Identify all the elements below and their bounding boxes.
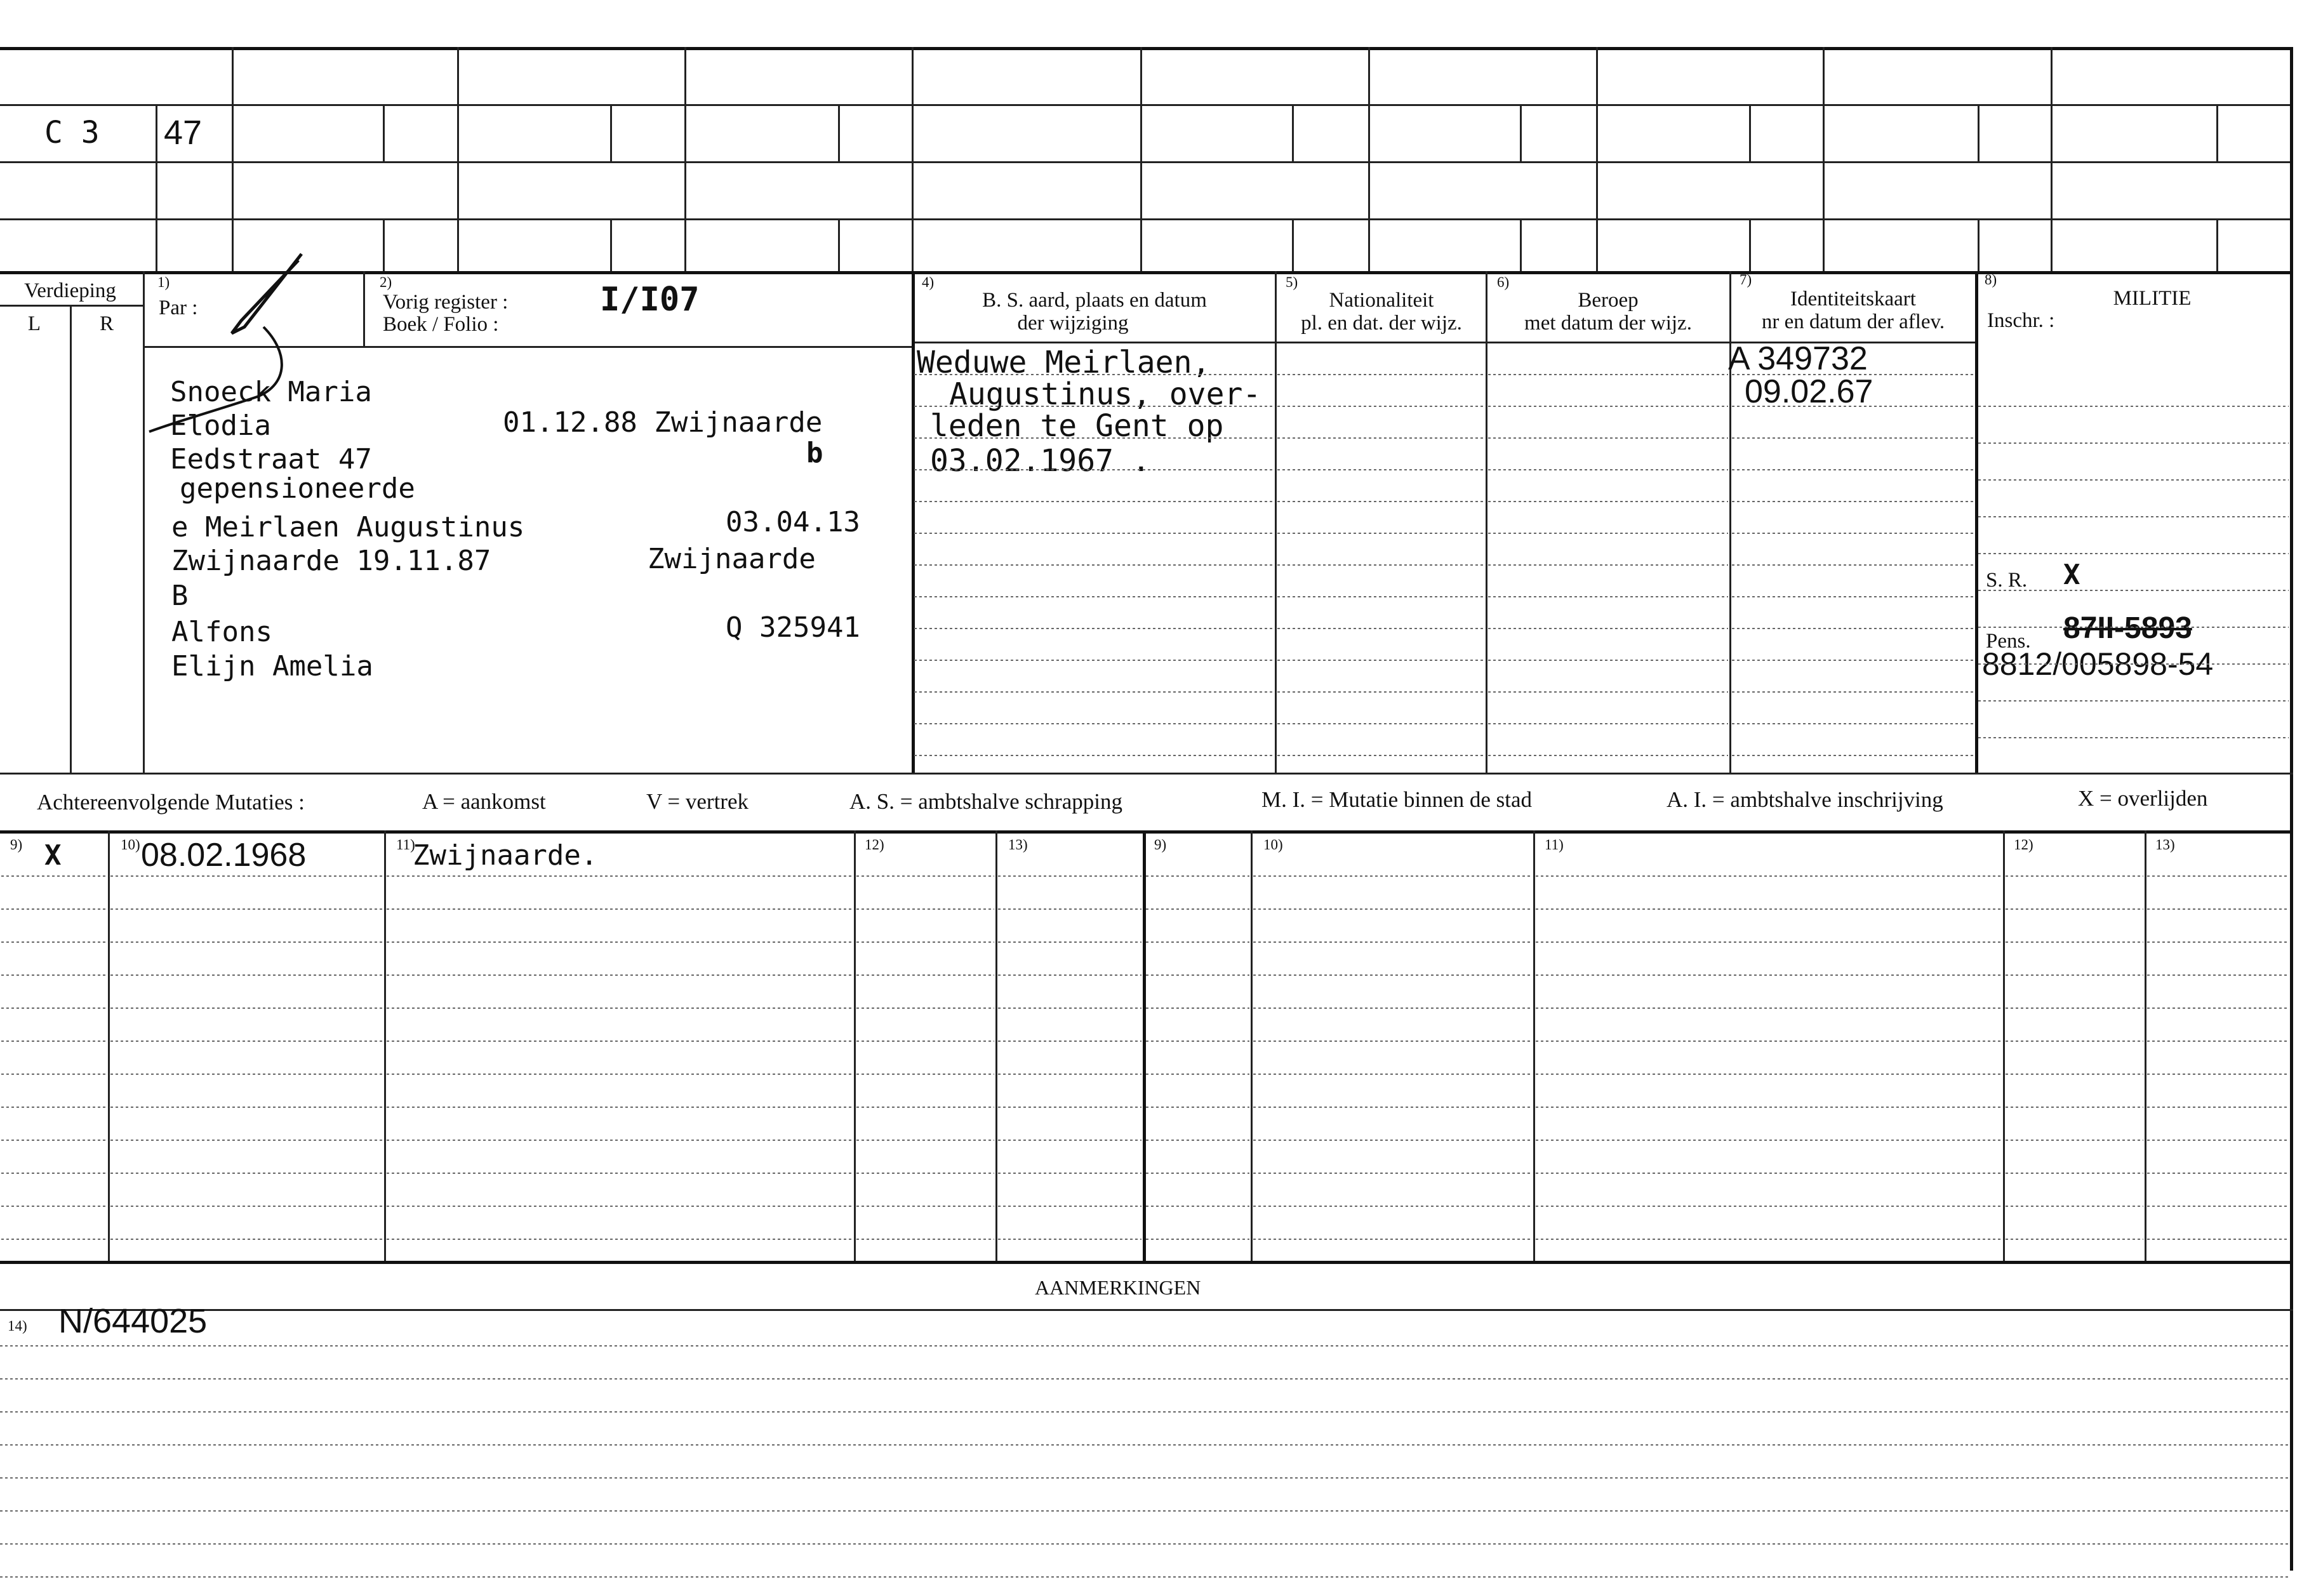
mut-col-12b: 12) [2014, 837, 2033, 853]
beroep-header-1: Beroep [1578, 289, 1639, 312]
spouse-birth: Zwijnaarde 19.11.87 [171, 545, 491, 577]
person-address: Eedstraat 47 [170, 443, 372, 475]
register-value: I/I07 [600, 281, 700, 319]
sr-value: X [2063, 559, 2080, 591]
mut-col-12: 12) [865, 837, 884, 853]
legend-as: A. S. = ambtshalve schrapping [849, 789, 1122, 814]
mutation-place: Zwijnaarde. [413, 839, 598, 872]
person-occupation: gepensioneerde [180, 472, 415, 505]
id-header-1: Identiteitskaart [1790, 288, 1916, 310]
par-label: Par : [159, 296, 198, 319]
col4-number: 4) [922, 274, 935, 290]
block-code: C 3 [44, 115, 100, 150]
legend-mi: M. I. = Mutatie binnen de stad [1261, 787, 1533, 812]
bs-header-1: B. S. aard, plaats en datum [982, 289, 1207, 312]
sr-label: S. R. [1986, 569, 2028, 592]
id-card-date: 09.02.67 [1745, 373, 1873, 410]
q-number: Q 325941 [726, 611, 860, 644]
nat-header-2: pl. en dat. der wijz. [1301, 312, 1462, 335]
mut-col-13b: 13) [2155, 837, 2175, 853]
civil-status-2: Augustinus, over- [949, 376, 1261, 412]
father-name: Alfons [171, 616, 272, 648]
right-header: R [99, 312, 114, 335]
col1-number: 1) [157, 274, 170, 290]
col5-number: 5) [1286, 274, 1298, 290]
remarks-value: N/644025 [58, 1302, 208, 1340]
civil-status-3: leden te Gent op [930, 408, 1224, 444]
spouse-name: e Meirlaen Augustinus [171, 511, 525, 543]
boek-folio-label: Boek / Folio : [383, 313, 499, 336]
id-header-2: nr en datum der aflev. [1761, 310, 1945, 333]
nat-header-1: Nationaliteit [1329, 289, 1434, 312]
legend-x: X = overlijden [2078, 786, 2208, 811]
legend-a: A = aankomst [422, 789, 546, 814]
mut-col-11: 11) [396, 837, 415, 853]
id-card-number: A 349732 [1728, 340, 1868, 377]
inschr-label: Inschr. : [1987, 309, 2055, 332]
mut-col-9: 9) [10, 837, 23, 853]
bs-header-2: der wijziging [1017, 312, 1129, 335]
mutations-title: Achtereenvolgende Mutaties : [37, 790, 305, 815]
mut-col-13: 13) [1008, 837, 1028, 853]
civil-status-4: 03.02.1967 . [930, 443, 1150, 479]
col6-number: 6) [1497, 274, 1510, 290]
pens-new: 8812/005898-54 [1982, 646, 2214, 682]
mother-name: Elijn Amelia [171, 650, 373, 682]
legend-v: V = vertrek [646, 789, 749, 814]
spouse-date: 03.04.13 [726, 506, 860, 538]
house-number: 47 [164, 114, 203, 152]
left-header: L [27, 312, 41, 335]
beroep-header-2: met datum der wijz. [1524, 312, 1692, 335]
mutation-date: 08.02.1968 [141, 837, 307, 874]
spouse-place: Zwijnaarde [648, 543, 816, 575]
remarks-title: AANMERKINGEN [1035, 1276, 1201, 1299]
mut-col-11b: 11) [1545, 837, 1564, 853]
person-birth: 01.12.88 Zwijnaarde [503, 406, 823, 439]
militie-header: MILITIE [2113, 287, 2192, 310]
legend-ai: A. I. = ambtshalve inschrijving [1667, 787, 1943, 812]
vorig-register-label: Vorig register : [383, 291, 509, 314]
pens-label: Pens. [1986, 630, 2031, 653]
mut-col-10b: 10) [1263, 837, 1283, 853]
pens-old: 87II-5893 [2063, 611, 2192, 645]
remarks-number: 14) [8, 1318, 27, 1334]
col7-number: 7) [1740, 272, 1752, 288]
person-marker: b [806, 437, 823, 469]
person-firstname: Elodia [170, 409, 271, 442]
person-name: Snoeck Maria [170, 376, 372, 408]
verdieping-header: Verdieping [24, 279, 116, 302]
col2-number: 2) [380, 274, 392, 290]
mutation-type: X [44, 839, 62, 872]
civil-status-1: Weduwe Meirlaen, [917, 345, 1211, 380]
col8-number: 8) [1985, 272, 1997, 288]
person-b: B [171, 580, 189, 612]
mut-col-9b: 9) [1154, 837, 1167, 853]
mut-col-10: 10) [121, 837, 140, 853]
